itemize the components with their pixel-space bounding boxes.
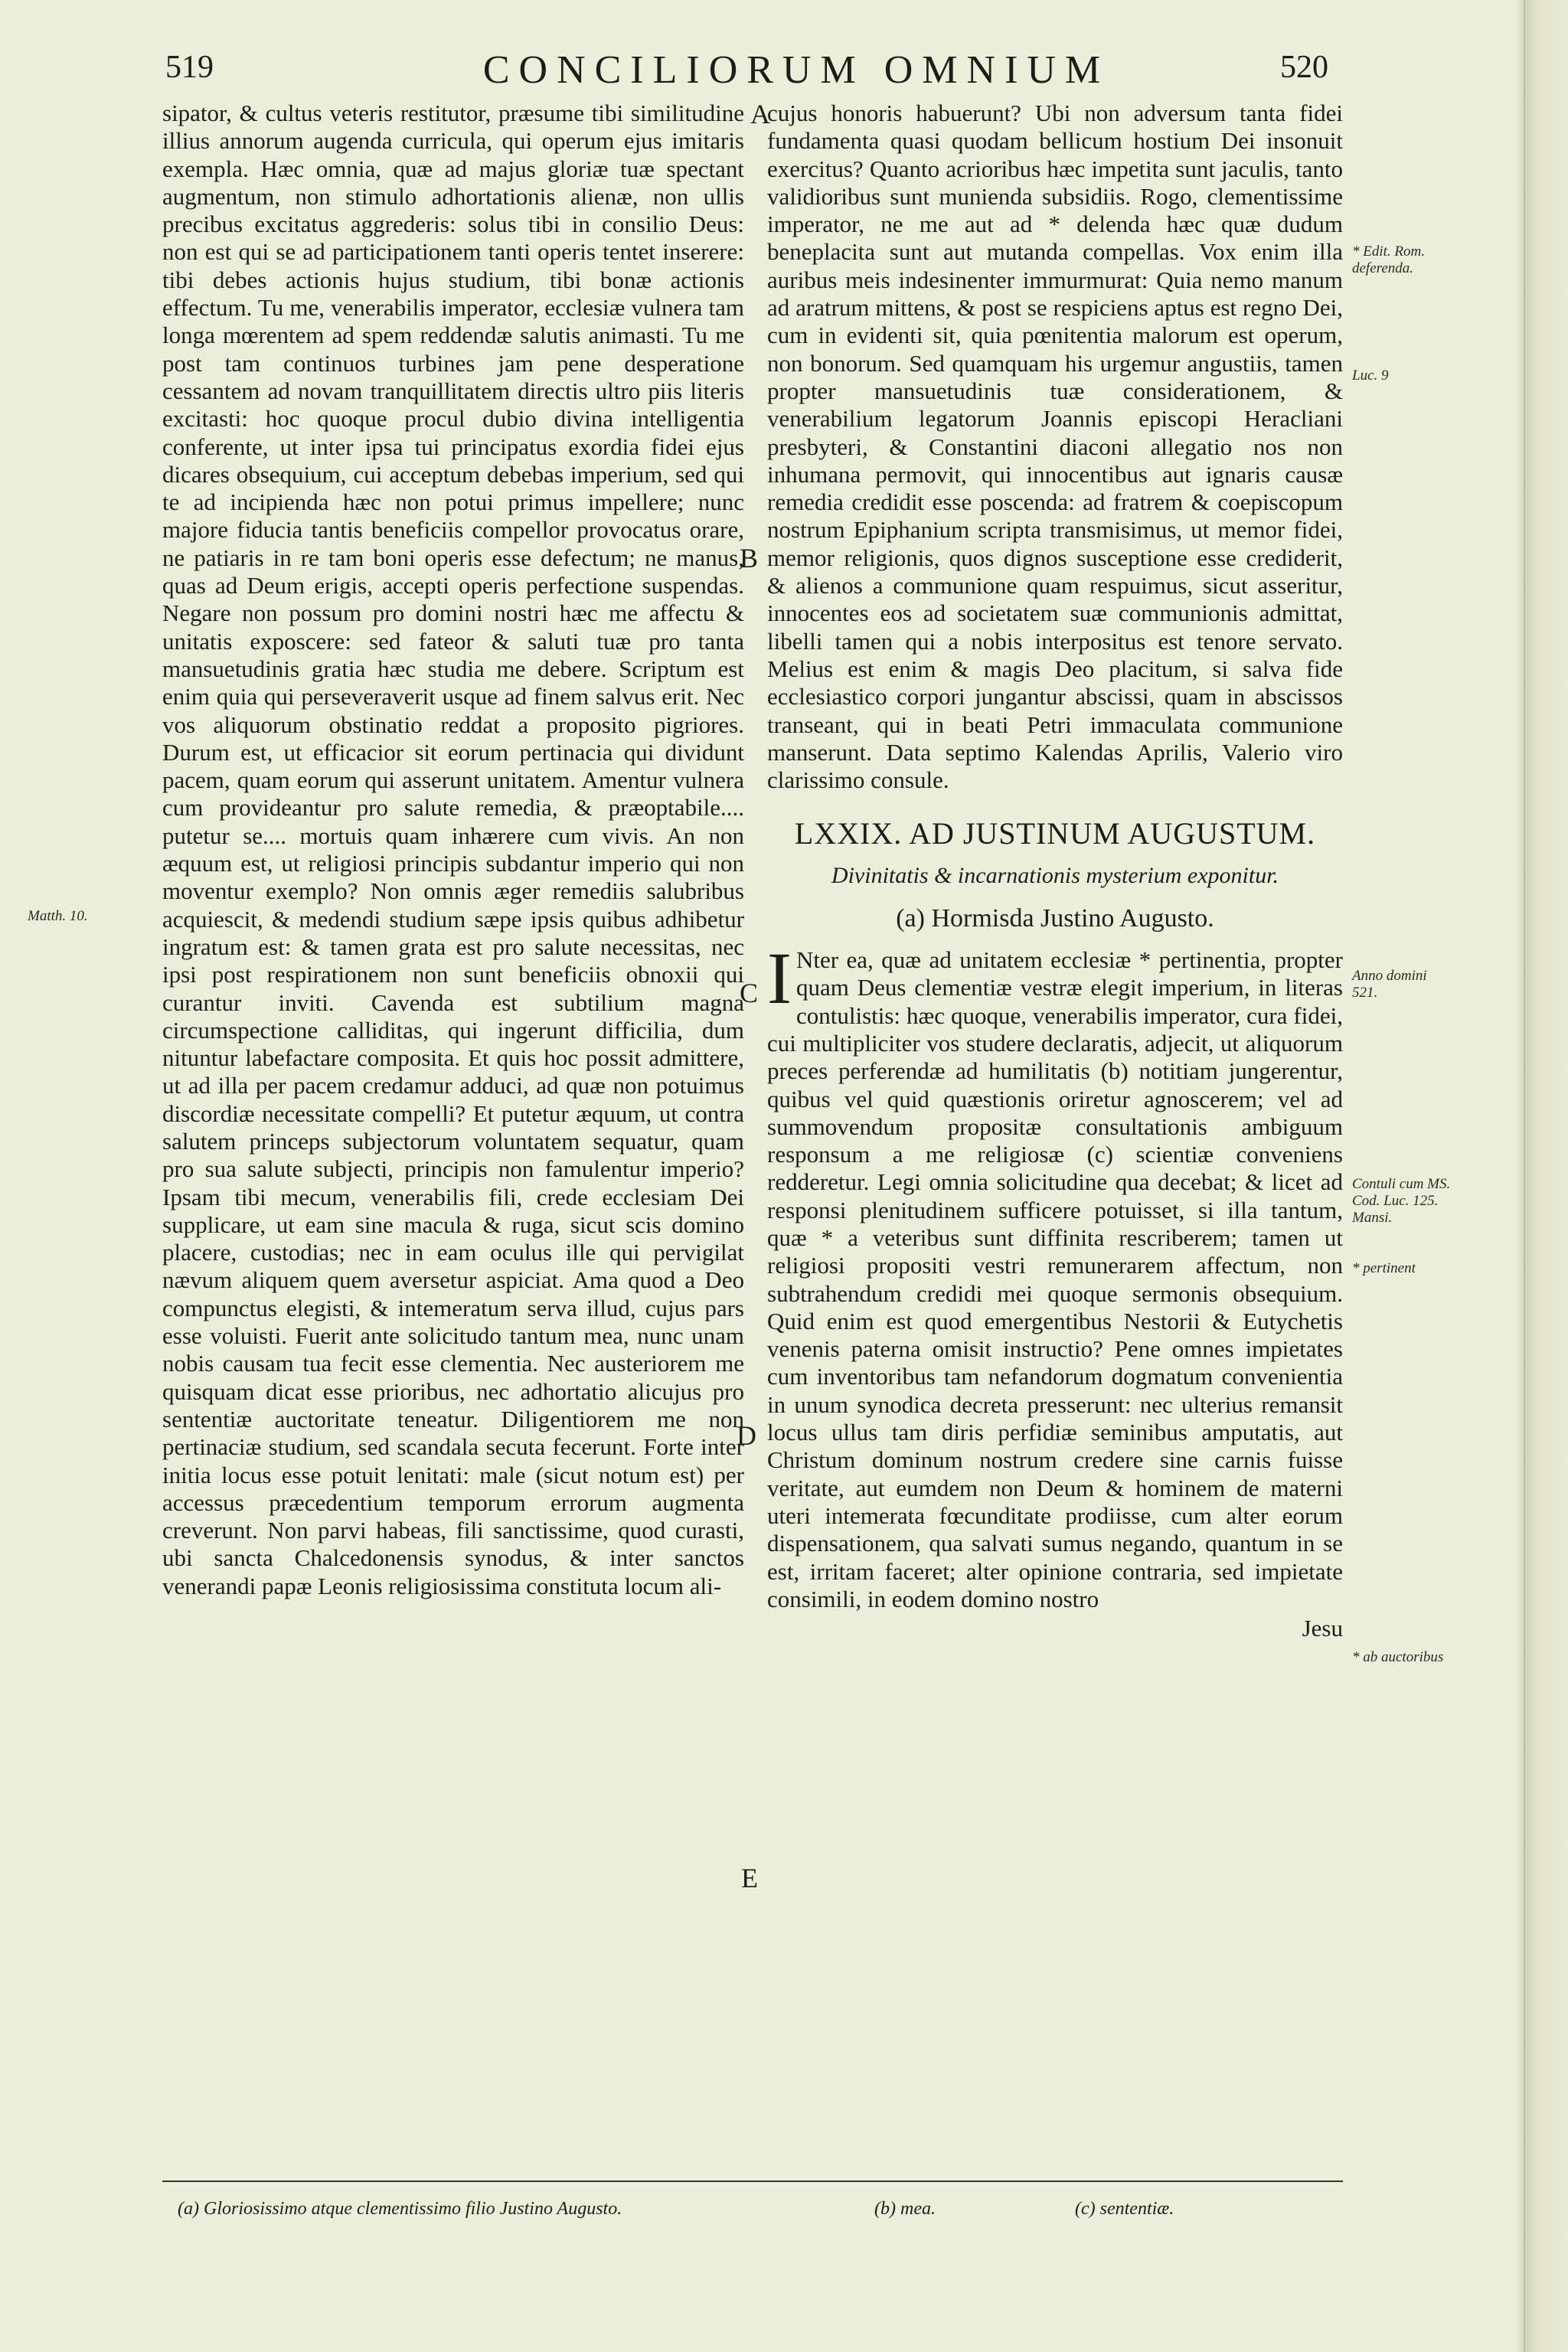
margin-note-anno: Anno domini 521.	[1352, 968, 1427, 1001]
footnote-rule	[162, 2180, 1343, 2182]
body-text: Nter ea, quæ ad unitatem ecclesiæ * pertinentia, propter quam Deus clementiæ vestræ elegit imperium, in literas contulistis: hæc quoque, venerabilis imperator, cura fidei, cui multipliciter vos studere declaratis, adjecit, ut aliquorum preces perferendæ ad humilitatis (b) notitiam jungerentur, quibus vel quid quæstionis oriretur agnoscerem; vel ad summovendum propositæ consultationis ambiguum responsum a me religiosæ (c) scientiæ conveniens redderetur. Legi omnia solicitudine qua decebat; & licet ad responsi plenitudinem sufficere potuisset, si illa tantum, quæ * a veteribus sunt diffinita rescriberem; tamen ut religiosi propositi vestri remunerarem affectum, non subtrahendum credidi mei quoque sermonis obsequium. Quid enim est quod emergentibus Nestorii & Eutychetis venenis paterna omisit instructio? Pene omnes impietates cum inventoribus tam nefandorum dogmatum convenientia in unum synodica decreta presserunt: nec ulterius remansit locus ullus tam diris perfidiæ seminibus amputatis, aut Christum dominum nostrum credere sine carnis fuisse veritate, aut eumdem non Deum & hominem de materni uteri intemerata fœcunditate prodiisse, cum alter eorum dispensationem, qua salvati sumus negando, quantum in se est, irritam faceret; alter opinione contraria, sed impietate consimili, in eodem domino nostro	[767, 946, 1343, 1612]
text-column-left	[162, 100, 744, 1600]
body-paragraph	[767, 937, 1343, 1613]
letter-salutation: (a) Hormisda Justino Augusto.	[896, 903, 1214, 933]
page-number-left: 519	[165, 50, 214, 85]
margin-note-ab-auctor: * ab auctoribus	[1352, 1649, 1444, 1665]
margin-note-luc: Luc. 9	[1352, 368, 1389, 384]
body-paragraph: cujus honoris habuerunt? Ubi non adversum tanta fidei fundamenta quasi quodam bellicum hostium Dei insonuit exercitus? Quanto acrioribus hæc impetita sunt jaculis, tanto validioribus sunt munienda subsidiis. Rogo, clementissime imperator, ne me aut ad * delenda hæc quæ dudum beneplacita sunt aut mutanda compellas. Vox enim illa auribus meis indesinenter immurmurat: Quia nemo manum ad aratrum mittens, & post se respiciens aptus est regno Dei, cum in evidenti sit, quia pœnitentia malorum est operum, non bonorum. Sed quamquam his urgemur angustiis, tamen propter mansuetudinis tuæ considerationem, & venerabilium legatorum Joannis episcopi Heracliani presbyteri, & Constantini diaconi allegatio nos non inhumana permovit, qui innocentibus aut ignaris causæ remedia credidit esse poscenda: ad fratrem & coepiscopum nostrum Epiphanium scripta transmisimus, ut memor fidei, memor religionis, quos dignos susceptione esse crediderit, & alienos a communione quam respuimus, sicut asseritur, innocentes eos ad societatem suæ communionis admittat, libelli tamen qui a nobis interpositus est tenore servato. Melius est enim & magis Deo placitum, si salva fide ecclesiastico corpori jungantur abscissi, quam in abscissos transeant, qui in beati Petri immaculata communione manserunt. Data septimo Kalendas Aprilis, Valerio viro clarissimo consule.	[767, 100, 1343, 794]
section-marker-e: E	[741, 1863, 758, 1893]
footnote-c: (c) sententiæ.	[1075, 2199, 1174, 2219]
catchword: Jesu	[1302, 1615, 1343, 1642]
footnote-b: (b) mea.	[874, 2199, 936, 2219]
section-marker-b: B	[740, 543, 759, 573]
body-paragraph: sipator, & cultus veteris restitutor, præsume tibi similitudine illius annorum augenda curricula, qui operum ejus imitaris exempla. Hæc omnia, quæ ad majus gloriæ tuæ spectant augmentum, non stimulo adhortationis alienæ, non ullis precibus excitatus aggrederis: solus tibi in consilio Deus: non est qui se ad participationem tanti operis tentet inserere: tibi debes actionis hujus studium, tibi bonæ actionis effectum. Tu me, venerabilis imperator, ecclesiæ vulnera tam longa mœrentem ad spem reddendæ salutis animasti. Tu me post tam continuos turbines jam pene desperatione cessantem ad novam tranquillitatem directis ultro piis literis excitasti: hoc quoque procul dubio divina intelligentia conferente, ut inter ipsa tui principatus exordia fidei ejus dicares obsequium, cui acceptum debebas imperium, sed qui te ad incipienda hæc non potui primus impellere; nunc majore fiducia tantis beneficiis compellor provocatus orare, ne patiaris in re tam boni operis esse defectum; ne manus, quas ad Deum erigis, accepti operis perfectione suspendas. Negare non possum pro domini nostri hæc me affectu & unitatis exposcere: sed fateor & saluti tuæ pro tanta mansuetudinis gratia hæc studia me debere. Scriptum est enim quia qui perseveraverit usque ad finem salvus erit. Nec vos aliquorum obstinatio reddat a proposito pigriores. Durum est, ut efficacior sit eorum pertinacia qui dividunt pacem, quam eorum qui asserunt unitatem. Amentur vulnera cum provideantur pro salute remedia, & præoptabile.... putetur se.... mortuis quam inhærere cum vivis. An non æquum est, ut religiosi principis subdantur imperio qui non moventur exemplo? Non omnis æger remediis salubribus acquiescit, & medendi studium sæpe ipsis quibus adhibetur ingratum est: & tamen grata est pro salute necessitas, nec ipsi post respirationem non sunt beneficiis obnoxii qui curantur inviti. Cavenda est subtilium magna circumspectione calliditas, qui ingerunt difficilia, dum nituntur labefactare composita. Et quis hoc possit admittere, ut ad illa per pacem credamur adduci, ad quæ non potuimus discordiæ necessitate compelli? Et putetur æquum, ut contra salutem princeps subjectorum voluntatem sequatur, quam pro sua salute subjecti, principis non famulentur imperio? Ipsam tibi mecum, venerabilis fili, crede ecclesiam Dei supplicare, ut eam sine macula & ruga, sicut scis domino placere, custodias; nec in eam oculus ille qui pervigilat nævum aliquem quem aversetur aspiciat. Ama quod a Deo compunctus elegisti, & intemeratum serva illud, cujus pars esse voluisti. Fuerit ante solicitudo tantum mea, nunc unam nobis causam tua fecit esse clementia. Nec austeriorem me quisquam dicat esse prioribus, nec adhortatio alicujus pro sententiæ auctoritate teneatur. Diligentiorem me non pertinaciæ studium, sed scandala secuta fecerunt. Forte inter initia locus esse potuit lenitati: male (sicut notum est) per accessus præcedentium temporum errorum augmenta creverunt. Non parvi habeas, fili sanctissime, quod curasti, ubi sancta Chalcedonensis synodus, & inter sanctos venerandi papæ Leonis religiosissima constituta locum ali-	[162, 100, 744, 1599]
letter-summary: Divinitatis & incarnationis mysterium exponitur.	[831, 862, 1279, 888]
text-column-right	[767, 100, 1343, 1642]
running-head-title: CONCILIORUM OMNIUM	[482, 48, 1110, 92]
section-marker-d: D	[737, 1420, 756, 1451]
margin-note-edit-rom: * Edit. Rom. deferenda.	[1352, 243, 1425, 276]
facing-page-edge	[1524, 0, 1568, 2352]
margin-note-pertinent: * pertinent	[1352, 1260, 1416, 1276]
margin-note-contuli: Contuli cum MS. Cod. Luc. 125. Mansi.	[1352, 1176, 1451, 1226]
section-marker-a: A	[750, 99, 770, 129]
drop-cap: I	[767, 937, 792, 1020]
page-number-right: 520	[1280, 50, 1328, 85]
section-marker-c: C	[740, 978, 759, 1008]
footnote-a: (a) Gloriosissimo atque clementissimo filio Justino Augusto.	[178, 2199, 622, 2219]
margin-note-matth: Matth. 10.	[28, 908, 88, 924]
letter-heading: LXXIX. AD JUSTINUM AUGUSTUM.	[794, 816, 1316, 851]
